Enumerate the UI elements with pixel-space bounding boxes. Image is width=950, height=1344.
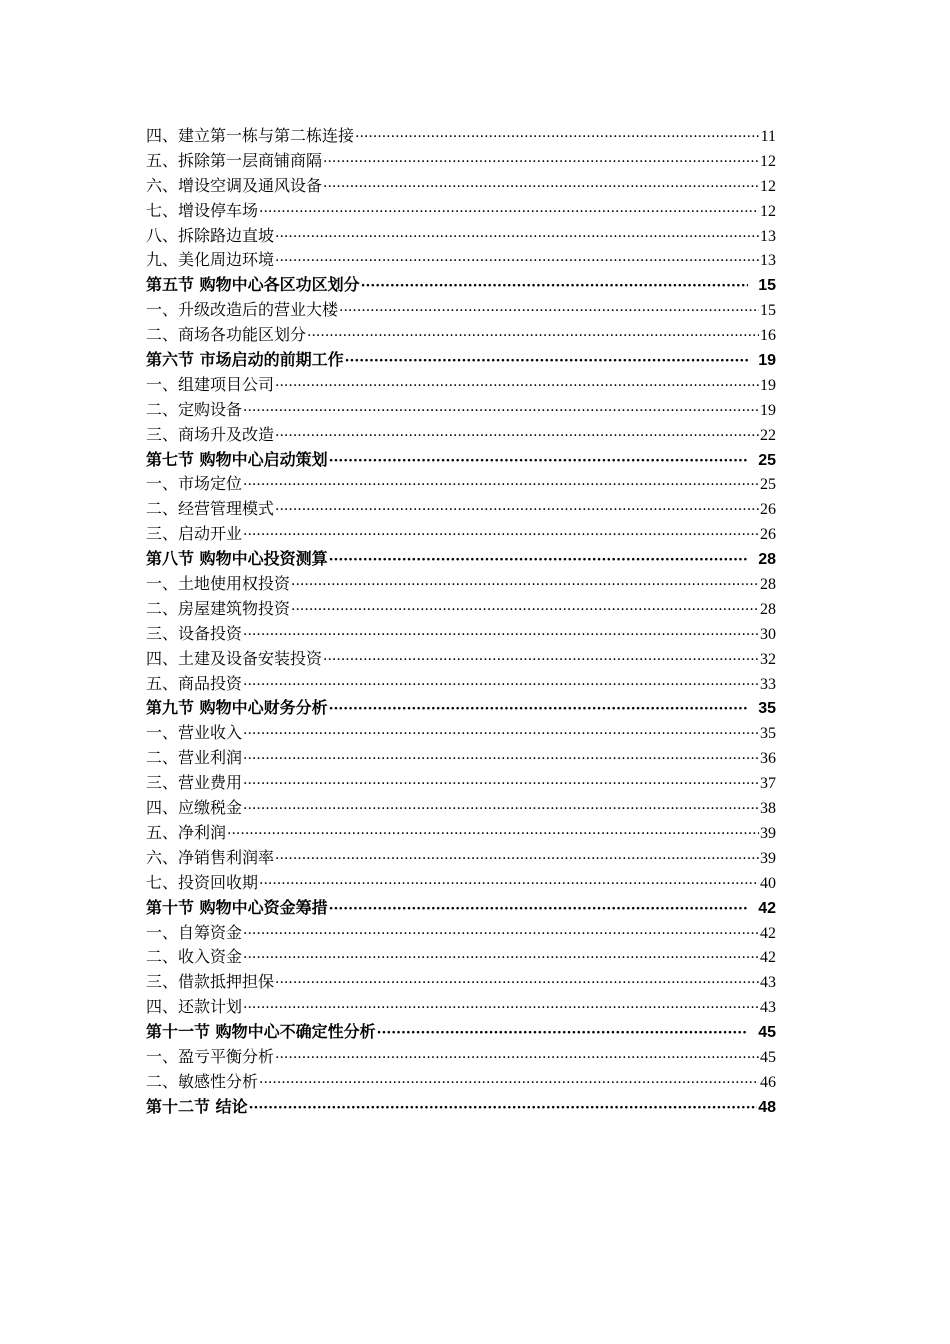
toc-entry-title: 二、营业利润 (146, 748, 243, 768)
toc-entry[interactable] (146, 224, 776, 249)
toc-entry[interactable] (146, 298, 776, 323)
toc-entry-title: 二、商场各功能区划分 (146, 325, 307, 345)
toc-leader-dots (275, 1046, 759, 1070)
toc-entry-page: 12 (760, 152, 776, 170)
toc-entry[interactable] (146, 995, 776, 1020)
toc-entry[interactable] (146, 1045, 776, 1070)
toc-section-page: 35 (758, 700, 776, 718)
toc-section-heading[interactable] (146, 896, 776, 921)
toc-entry-title: 五、拆除第一层商铺商隔 (146, 150, 323, 170)
toc-leader-dots (307, 324, 759, 348)
toc-section-heading[interactable] (146, 1020, 776, 1045)
toc-leader-dots (275, 971, 759, 995)
toc-leader-dots (323, 150, 759, 174)
toc-entry-title: 三、营业费用 (146, 773, 243, 793)
toc-entry-page: 25 (760, 476, 776, 494)
toc-leader-dots (243, 747, 759, 771)
toc-entry[interactable] (146, 497, 776, 522)
toc-section-heading[interactable] (146, 547, 776, 572)
toc-leader-dots (243, 523, 759, 547)
toc-entry-title: 二、定购设备 (146, 399, 243, 419)
toc-entry[interactable] (146, 970, 776, 995)
toc-leader-dots (243, 722, 759, 746)
toc-section-page: 48 (758, 1098, 776, 1116)
toc-leader-dots (275, 225, 759, 249)
toc-entry-page: 12 (760, 177, 776, 195)
toc-entry-title: 二、房屋建筑物投资 (146, 598, 291, 618)
toc-entry-page: 12 (760, 202, 776, 220)
toc-leader-dots (227, 822, 759, 846)
toc-leader-dots (243, 673, 759, 697)
toc-entry-page: 11 (760, 128, 776, 145)
toc-leader-dots (243, 473, 759, 497)
toc-section-heading[interactable] (146, 696, 776, 721)
toc-entry-page: 40 (760, 874, 776, 892)
toc-section-page: 25 (758, 451, 776, 469)
toc-leader-dots (259, 200, 759, 224)
toc-entry-page: 32 (760, 650, 776, 668)
toc-leader-dots (259, 872, 759, 896)
toc-section-heading[interactable] (146, 273, 776, 298)
toc-entry-title: 二、经营管理模式 (146, 499, 275, 519)
toc-entry-title: 一、土地使用权投资 (146, 574, 291, 594)
toc-entry[interactable] (146, 647, 776, 672)
toc-entry-page: 33 (760, 675, 776, 693)
toc-entry-page: 45 (760, 1048, 776, 1066)
toc-entry-title: 七、投资回收期 (146, 872, 259, 892)
toc-entry[interactable] (146, 1070, 776, 1095)
toc-entry-page: 13 (760, 252, 776, 270)
toc-leader-dots (329, 548, 749, 572)
toc-entry-page: 16 (760, 327, 776, 345)
toc-entry-title: 一、盈亏平衡分析 (146, 1046, 275, 1066)
toc-leader-dots (243, 623, 759, 647)
toc-entry[interactable] (146, 945, 776, 970)
toc-entry-title: 五、商品投资 (146, 673, 243, 693)
toc-section-title: 第十一节 购物中心不确定性分析 (146, 1022, 376, 1042)
toc-entry[interactable] (146, 248, 776, 273)
toc-entry-page: 28 (760, 600, 776, 618)
toc-entry-title: 三、商场升及改造 (146, 424, 275, 444)
toc-leader-dots (339, 299, 759, 323)
toc-leader-dots (243, 797, 759, 821)
toc-entry-page: 15 (760, 302, 776, 320)
toc-entry[interactable] (146, 821, 776, 846)
toc-entry-page: 42 (760, 949, 776, 967)
toc-section-heading[interactable] (146, 448, 776, 473)
toc-entry-title: 八、拆除路边直坡 (146, 225, 275, 245)
toc-entry[interactable] (146, 199, 776, 224)
toc-section-heading[interactable] (146, 1095, 776, 1120)
toc-leader-dots (243, 946, 759, 970)
toc-entry-title: 四、还款计划 (146, 997, 243, 1017)
toc-entry[interactable] (146, 149, 776, 174)
toc-entry-title: 一、市场定位 (146, 474, 243, 494)
toc-leader-dots (329, 697, 749, 721)
toc-section-page: 19 (758, 352, 776, 370)
toc-leader-dots (259, 1071, 759, 1095)
toc-entry[interactable] (146, 124, 776, 149)
toc-entry-page: 28 (760, 576, 776, 594)
toc-entry-page: 42 (760, 924, 776, 942)
toc-leader-dots (329, 897, 749, 921)
toc-leader-dots (243, 399, 759, 423)
toc-entry-title: 一、升级改造后的营业大楼 (146, 300, 339, 320)
toc-leader-dots (361, 274, 749, 298)
toc-leader-dots (323, 175, 759, 199)
toc-leader-dots (243, 922, 759, 946)
toc-entry-page: 19 (760, 376, 776, 394)
toc-leader-dots (345, 349, 749, 373)
toc-leader-dots (243, 996, 759, 1020)
toc-leader-dots (329, 449, 749, 473)
toc-entry[interactable] (146, 921, 776, 946)
toc-leader-dots (249, 1096, 758, 1120)
toc-leader-dots (323, 648, 759, 672)
toc-entry-title: 九、美化周边环境 (146, 250, 275, 270)
toc-section-title: 第八节 购物中心投资测算 (146, 549, 328, 569)
toc-entry[interactable] (146, 672, 776, 697)
toc-entry-title: 六、增设空调及通风设备 (146, 175, 323, 195)
toc-section-heading[interactable] (146, 348, 776, 373)
toc-section-title: 第十二节 结论 (146, 1096, 248, 1116)
toc-entry[interactable] (146, 174, 776, 199)
toc-section-title: 第九节 购物中心财务分析 (146, 698, 328, 718)
toc-entry-page: 39 (760, 824, 776, 842)
toc-section-title: 第十节 购物中心资金筹措 (146, 897, 328, 917)
toc-entry-page: 39 (760, 849, 776, 867)
toc-entry[interactable] (146, 846, 776, 871)
toc-entry-page: 43 (760, 999, 776, 1017)
toc-entry-title: 七、增设停车场 (146, 200, 259, 220)
toc-entry-page: 37 (760, 775, 776, 793)
toc-entry[interactable] (146, 746, 776, 771)
toc-entry[interactable] (146, 771, 776, 796)
toc-section-page: 45 (758, 1024, 776, 1042)
toc-entry-title: 六、净销售利润率 (146, 847, 275, 867)
toc-entry-page: 30 (760, 625, 776, 643)
toc-entry[interactable] (146, 871, 776, 896)
toc-leader-dots (275, 374, 759, 398)
toc-entry-page: 43 (760, 974, 776, 992)
toc-section-page: 42 (758, 899, 776, 917)
toc-section-title: 第七节 购物中心启动策划 (146, 449, 328, 469)
table-of-contents (146, 124, 776, 1120)
toc-entry[interactable] (146, 373, 776, 398)
toc-entry-page: 13 (760, 227, 776, 245)
toc-entry-page: 22 (760, 426, 776, 444)
toc-section-title: 第六节 市场启动的前期工作 (146, 350, 344, 370)
toc-entry-page: 46 (760, 1073, 776, 1091)
toc-entry-title: 二、收入资金 (146, 947, 243, 967)
toc-section-title: 第五节 购物中心各区功区划分 (146, 275, 360, 295)
toc-leader-dots (275, 424, 759, 448)
toc-entry-title: 四、建立第一栋与第二栋连接 (146, 126, 355, 145)
toc-entry[interactable] (146, 796, 776, 821)
toc-entry-title: 四、应缴税金 (146, 798, 243, 818)
toc-leader-dots (291, 598, 759, 622)
toc-entry[interactable] (146, 721, 776, 746)
toc-entry[interactable] (146, 423, 776, 448)
toc-entry[interactable] (146, 323, 776, 348)
toc-leader-dots (377, 1021, 749, 1045)
toc-entry-title: 三、设备投资 (146, 623, 243, 643)
toc-section-page: 28 (758, 551, 776, 569)
toc-entry-title: 一、营业收入 (146, 723, 243, 743)
toc-leader-dots (275, 249, 759, 273)
toc-leader-dots (275, 847, 759, 871)
toc-entry-page: 26 (760, 526, 776, 544)
toc-leader-dots (291, 573, 759, 597)
toc-section-page: 15 (758, 277, 776, 295)
toc-entry-title: 一、自筹资金 (146, 922, 243, 942)
toc-entry[interactable] (146, 522, 776, 547)
toc-entry[interactable] (146, 472, 776, 497)
toc-entry-page: 38 (760, 800, 776, 818)
toc-leader-dots (355, 125, 760, 149)
toc-entry-title: 一、组建项目公司 (146, 374, 275, 394)
toc-leader-dots (275, 498, 759, 522)
toc-entry-title: 三、借款抵押担保 (146, 972, 275, 992)
toc-entry-title: 三、启动开业 (146, 524, 243, 544)
toc-entry[interactable] (146, 597, 776, 622)
toc-entry-title: 五、净利润 (146, 822, 227, 842)
toc-entry[interactable] (146, 572, 776, 597)
toc-entry[interactable] (146, 398, 776, 423)
toc-entry-title: 二、敏感性分析 (146, 1071, 259, 1091)
toc-entry-page: 35 (760, 725, 776, 743)
toc-entry[interactable] (146, 622, 776, 647)
toc-entry-page: 36 (760, 750, 776, 768)
toc-entry-page: 26 (760, 501, 776, 519)
toc-entry-title: 四、土建及设备安装投资 (146, 648, 323, 668)
toc-leader-dots (243, 772, 759, 796)
toc-entry-page: 19 (760, 401, 776, 419)
